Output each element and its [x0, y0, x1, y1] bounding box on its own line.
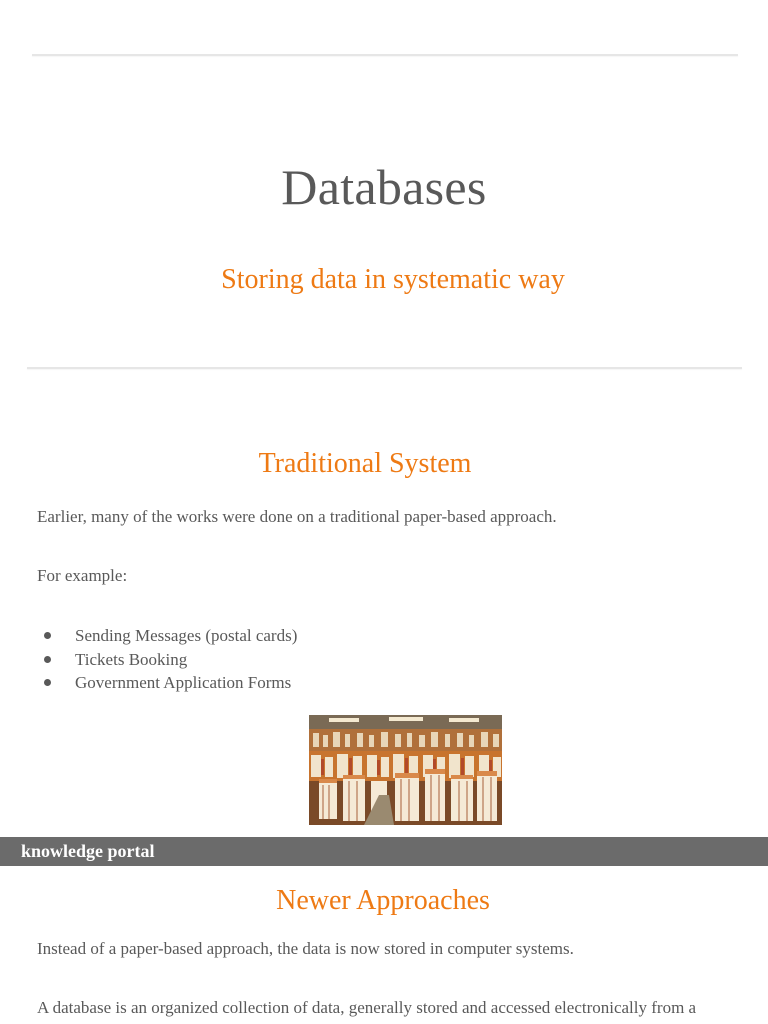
- newer-approaches-heading: Newer Approaches: [276, 885, 490, 916]
- list-item: [0, 624, 297, 648]
- bullet-icon: [44, 679, 51, 686]
- slide-subtitle: Storing data in systematic way: [221, 264, 565, 295]
- slide-title: Databases: [281, 159, 487, 215]
- example-list: [0, 624, 297, 695]
- banner-label: knowledge portal: [21, 841, 155, 861]
- filing-cabinets-photo: [309, 715, 502, 825]
- example-label: For example:: [37, 566, 128, 585]
- slide-divider: [27, 367, 742, 369]
- list-item-text: Tickets Booking: [75, 649, 188, 669]
- list-item: [0, 648, 297, 672]
- bullet-icon: [44, 656, 51, 663]
- knowledge-portal-banner: [0, 837, 768, 866]
- newer-intro-text: Instead of a paper-based approach, the data is now stored in computer systems.: [37, 939, 574, 958]
- bullet-icon: [44, 632, 51, 639]
- list-item: [0, 671, 297, 695]
- traditional-intro-text: Earlier, many of the works were done on a traditional paper-based approach.: [37, 507, 557, 526]
- database-definition-text: A database is an organized collection of data, generally stored and accessed electronically from a: [37, 998, 697, 1017]
- traditional-system-heading: Traditional System: [258, 448, 472, 479]
- list-item-text: Sending Messages (postal cards): [75, 626, 298, 645]
- top-divider: [32, 54, 738, 56]
- list-item-text: Government Application Forms: [75, 673, 292, 692]
